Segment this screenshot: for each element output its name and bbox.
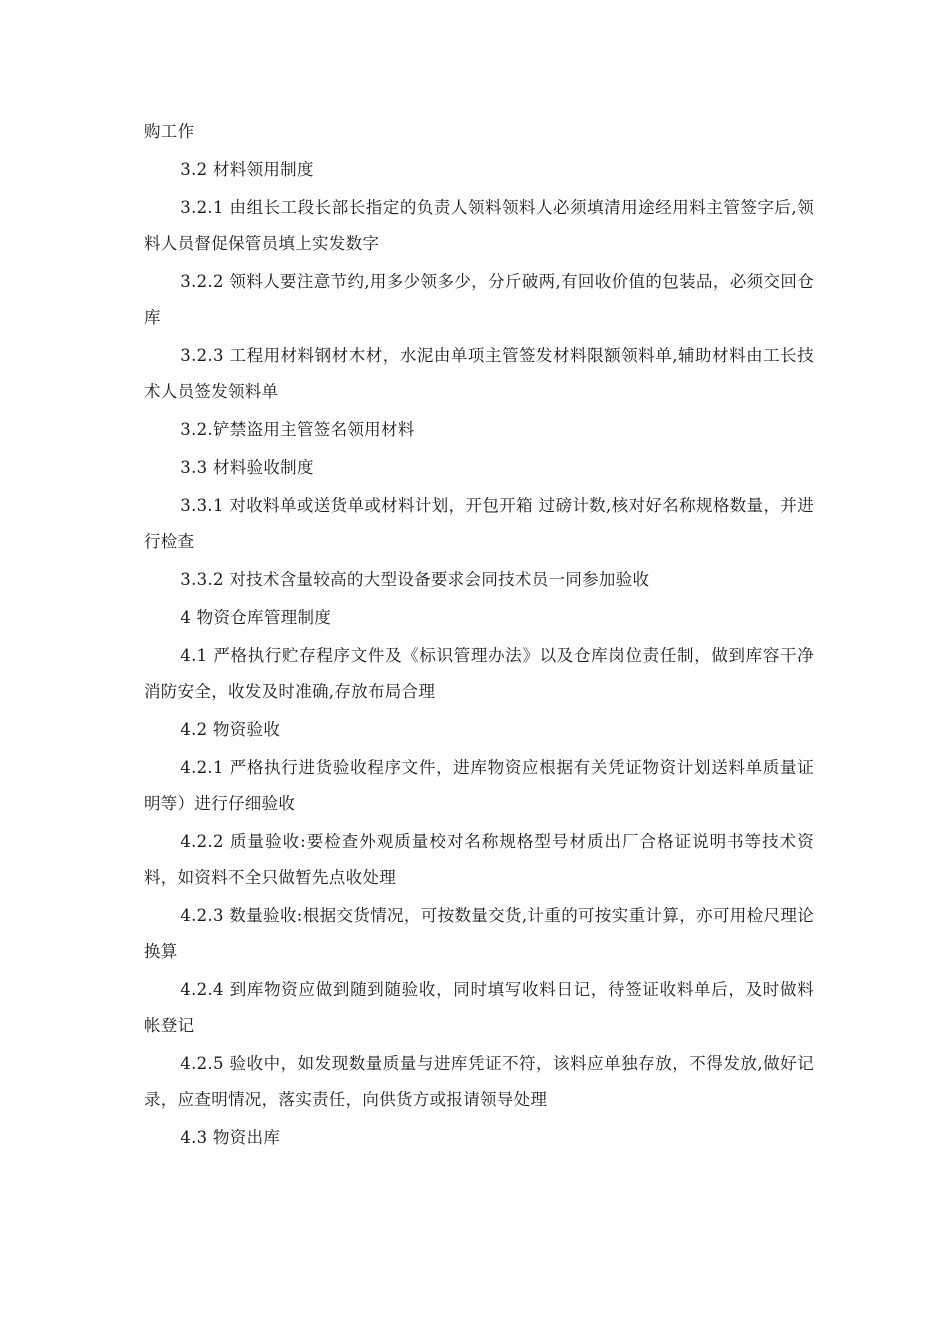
paragraph: 4.1 严格执行贮存程序文件及《标识管理办法》以及仓库岗位责任制，做到库容干净消防安全，收发及时准确,存放布局合理 — [144, 646, 814, 701]
document-body — [144, 114, 814, 1158]
section-heading: 3.2 材料领用制度 — [180, 160, 314, 179]
paragraph: 3.2.3 工程用材料钢材木材，水泥由单项主管签发材料限额领料单,辅助材料由工长技术人员签发领料单 — [144, 346, 814, 401]
paragraph: 4.2.5 验收中，如发现数量质量与进库凭证不符，该料应单独存放，不得发放,做好记录，应查明情况，落实责任，向供货方或报请领导处理 — [144, 1054, 814, 1109]
paragraph: 4.2.2 质量验收:要检查外观质量校对名称规格型号材质出厂合格证说明书等技术资料，如资料不全只做暂先点收处理 — [144, 832, 814, 887]
paragraph: 4.2.1 严格执行进货验收程序文件，进库物资应根据有关凭证物资计划送料单质量证明等）进行仔细验收 — [144, 758, 814, 813]
paragraph: 3.3.1 对收料单或送货单或材料计划，开包开箱 过磅计数,核对好名称规格数量，并进行检查 — [144, 496, 814, 551]
paragraph: 3.2.2 领料人要注意节约,用多少领多少，分斤破两,有回收价值的包装品，必须交回仓库 — [144, 272, 814, 327]
section-heading: 4 物资仓库管理制度 — [180, 608, 332, 627]
paragraph: 3.2.铲禁盗用主管签名领用材料 — [180, 420, 415, 439]
section-heading: 4.2 物资验收 — [180, 720, 281, 739]
section-heading: 3.3 材料验收制度 — [180, 458, 314, 477]
paragraph: 4.2.4 到库物资应做到随到随验收，同时填写收料日记，待签证收料单后，及时做料帐登记 — [144, 980, 814, 1035]
paragraph: 3.3.2 对技术含量较高的大型设备要求会同技术员一同参加验收 — [180, 570, 650, 589]
paragraph: 4.2.3 数量验收:根据交货情况，可按数量交货,计重的可按实重计算，亦可用检尺理论换算 — [144, 906, 814, 961]
paragraph: 购工作 — [144, 122, 195, 141]
paragraph: 3.2.1 由组长工段长部长指定的负责人领料领料人必须填清用途经用料主管签字后,领料人员督促保管员填上实发数字 — [144, 198, 814, 253]
section-heading: 4.3 物资出库 — [180, 1128, 281, 1147]
